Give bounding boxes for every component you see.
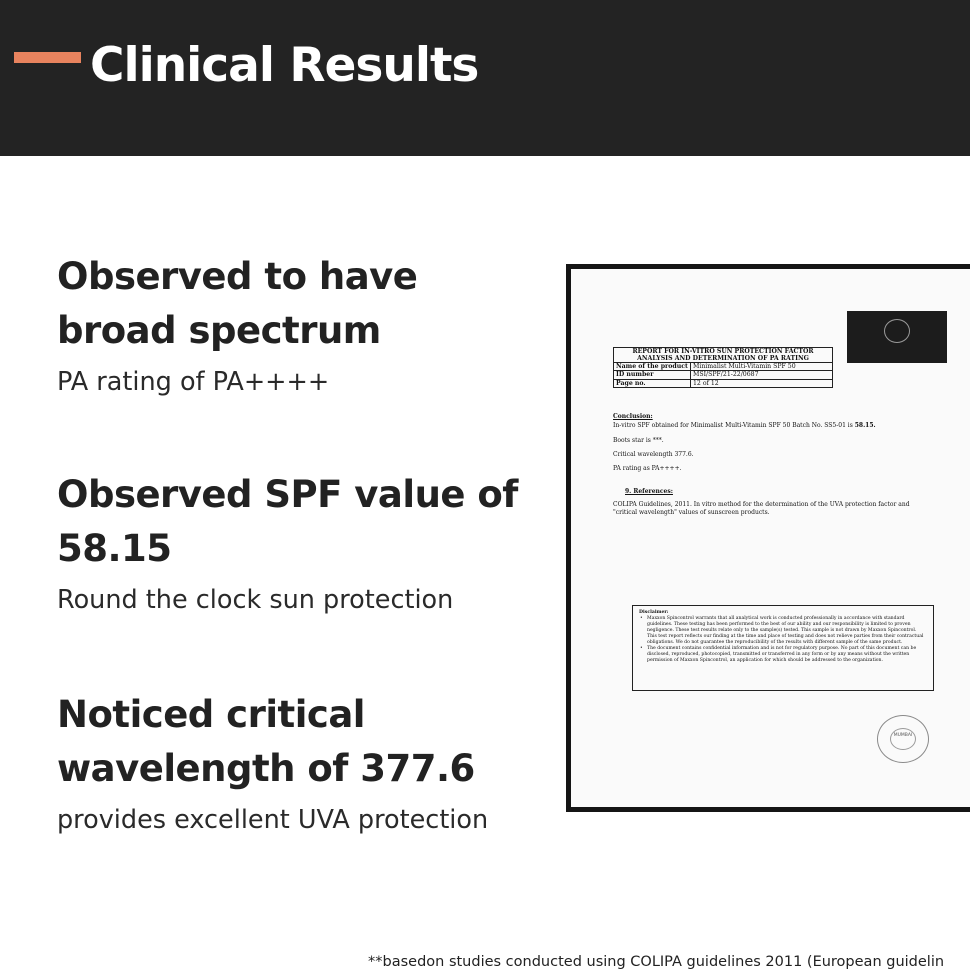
row-value: 12 of 12 xyxy=(691,379,833,387)
row-label: Page no. xyxy=(614,379,691,387)
report-info-table xyxy=(613,347,833,388)
claim-subtext: Round the clock sun protection xyxy=(57,585,454,615)
claim-heading: Noticed critical wavelength of 377.6 xyxy=(57,693,475,790)
lab-logo xyxy=(847,311,947,363)
disclaimer-item: • The document contains confidential information and is not for regulatory purpose. No part of this document can be disclosed, reproduced, photocopied, transmitted or transferred in any form or by any means without the written permission of Maxxon Spincontrol, an application for which should be addressed to the organization. xyxy=(639,646,927,664)
disclaimer-box xyxy=(632,605,934,691)
lab-stamp xyxy=(877,715,929,763)
footnote: **basedon studies conducted using COLIPA guidelines 2011 (European guidelin xyxy=(368,954,945,970)
report-document xyxy=(571,269,970,807)
conclusion-text xyxy=(613,422,876,430)
conclusion-value: 58.15. xyxy=(854,422,876,429)
claim-broad-spectrum xyxy=(57,250,537,398)
claim-spf-value xyxy=(57,468,537,616)
stamp-ring-icon xyxy=(890,728,916,750)
claim-critical-wavelength xyxy=(57,688,537,836)
accent-bar xyxy=(14,52,81,63)
stamp-text: MUMBAI xyxy=(893,733,913,738)
critical-wavelength-line: Critical wavelength 377.6. xyxy=(613,451,694,458)
row-label: ID number xyxy=(614,371,691,379)
logo-emblem-icon xyxy=(884,319,910,343)
references-heading-text: 9. References: xyxy=(625,488,673,495)
table-row xyxy=(614,379,833,387)
pa-rating-line: PA rating as PA++++. xyxy=(613,465,682,472)
claim-heading: Observed to have broad spectrum xyxy=(57,255,418,352)
report-frame xyxy=(566,264,970,812)
disclaimer-item: • Maxxon Spincontrol warrants that all analytical work is conducted professionally in accordance with standard guidelines. These testing has been performed to the best of our ability and our responsibility is limited to proven negligence. These test results relate only to the sample(s) tested. This sample is not drawn by Maxxon Spincontrol. This test report reflects our finding at the time and place of testing and does not relieve parties from their contractual obligations. We do not guarantee the reproducibility of the results with different sample of the same product. xyxy=(639,616,927,646)
table-row xyxy=(614,371,833,379)
conclusion-text-prefix: In-vitro SPF obtained for Minimalist Multi-Vitamin SPF 50 Batch No. SS5-01 is xyxy=(613,422,853,429)
row-value: Minimalist Multi-Vitamin SPF 50 xyxy=(691,363,833,371)
report-title-line-1: REPORT FOR IN-VITRO SUN PROTECTION FACTOR xyxy=(632,348,814,355)
boots-star-line: Boots star is ***. xyxy=(613,437,664,444)
claim-subtext: PA rating of PA++++ xyxy=(57,367,330,397)
references-text: COLIPA Guidelines, 2011. In vitro method for the determination of the UVA protection factor and "critical wavelength" values of sunscreen products. xyxy=(613,501,910,517)
claim-subtext: provides excellent UVA protection xyxy=(57,805,489,835)
conclusion-heading xyxy=(613,413,653,421)
claim-heading: Observed SPF value of 58.15 xyxy=(57,473,518,570)
row-label: Name of the product xyxy=(614,363,691,371)
disclaimer-title: Disclaimer: xyxy=(639,610,669,615)
table-row xyxy=(614,363,833,371)
report-title-line-2: ANALYSIS AND DETERMINATION OF PA RATING xyxy=(637,355,809,363)
row-value: MSI/SPF/21-22/0687 xyxy=(691,371,833,379)
page-title: Clinical Results xyxy=(90,38,479,93)
references-heading xyxy=(625,488,673,495)
conclusion-heading-text: Conclusion: xyxy=(613,413,653,420)
report-title xyxy=(614,348,833,363)
header-bar xyxy=(0,0,970,156)
